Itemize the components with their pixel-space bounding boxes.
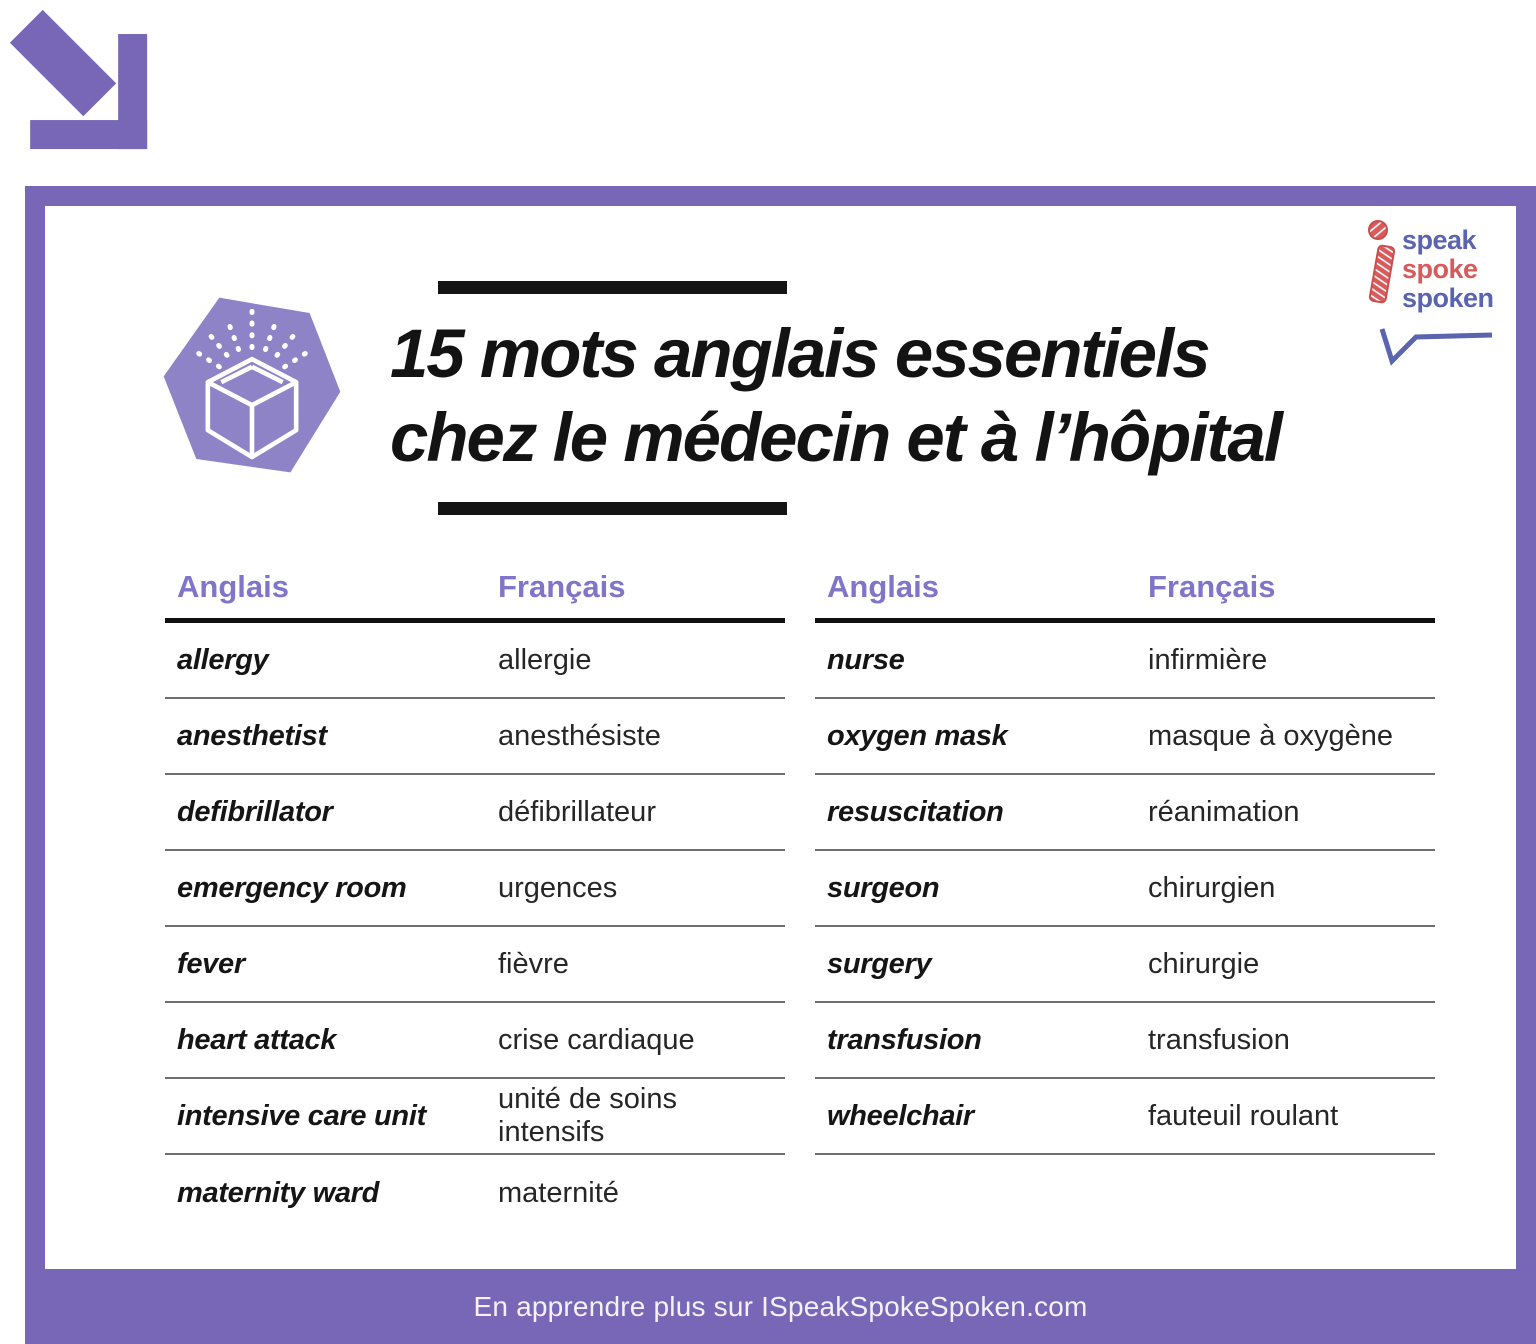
english-term: transfusion <box>827 1023 982 1056</box>
surprise-box-icon <box>156 290 348 482</box>
title-block <box>390 281 1281 515</box>
english-term: allergy <box>177 643 269 676</box>
english-term: surgeon <box>827 871 940 904</box>
english-term: nurse <box>827 643 905 676</box>
footer-text: En apprendre plus sur ISpeakSpokeSpoken.com <box>473 1290 1088 1322</box>
vocab-tables <box>165 563 1435 1231</box>
french-term: maternité <box>498 1176 619 1209</box>
title-line-1: 15 mots anglais essentiels <box>390 315 1209 392</box>
logo-word-speak: speak <box>1402 225 1477 255</box>
french-term: crise cardiaque <box>498 1023 695 1056</box>
table-header <box>815 563 1435 623</box>
table-row <box>165 1155 785 1231</box>
column-header-anglais: Anglais <box>177 569 289 604</box>
french-term: allergie <box>498 643 592 676</box>
english-term: fever <box>177 947 245 980</box>
table-row <box>165 1079 785 1155</box>
column-header-francais: Français <box>498 569 626 604</box>
table-row <box>815 623 1435 699</box>
french-term: fauteuil roulant <box>1148 1099 1339 1132</box>
english-term: defibrillator <box>177 795 333 828</box>
french-term: réanimation <box>1148 795 1300 828</box>
table-row <box>815 775 1435 851</box>
title-bar-bottom <box>438 502 787 515</box>
table-row <box>165 927 785 1003</box>
vocab-table-left <box>165 563 785 1231</box>
logo-word-spoke: spoke <box>1402 254 1478 284</box>
table-row <box>815 1079 1435 1155</box>
french-term: défibrillateur <box>498 795 656 828</box>
english-term: surgery <box>827 947 932 980</box>
logo-i-icon <box>1362 218 1402 310</box>
table-row <box>165 699 785 775</box>
page-title <box>390 312 1281 480</box>
french-term: anesthésiste <box>498 719 661 752</box>
french-term: unité de soins intensifs <box>498 1083 677 1148</box>
table-row <box>815 851 1435 927</box>
table-row <box>165 623 785 699</box>
french-term: chirurgien <box>1148 871 1276 904</box>
table-row <box>165 775 785 851</box>
table-row <box>165 851 785 927</box>
french-term: urgences <box>498 871 618 904</box>
french-term: transfusion <box>1148 1023 1290 1056</box>
french-term: infirmière <box>1148 643 1268 676</box>
table-row <box>815 927 1435 1003</box>
column-header-francais: Français <box>1148 569 1276 604</box>
arrow-down-right-icon <box>6 6 151 151</box>
title-bar-top <box>438 281 787 294</box>
column-header-anglais: Anglais <box>827 569 939 604</box>
english-term: wheelchair <box>827 1099 974 1132</box>
table-row <box>815 1003 1435 1079</box>
logo-word-spoken: spoken <box>1402 283 1494 313</box>
table-header <box>165 563 785 623</box>
english-term: maternity ward <box>177 1176 380 1209</box>
brand-logo <box>1362 218 1512 367</box>
english-term: anesthetist <box>177 719 327 752</box>
table-row <box>165 1003 785 1079</box>
english-term: resuscitation <box>827 795 1004 828</box>
logo-checkmark-icon <box>1376 325 1496 367</box>
english-term: emergency room <box>177 871 407 904</box>
french-term: fièvre <box>498 947 569 980</box>
english-term: intensive care unit <box>177 1099 426 1132</box>
title-line-2: chez le médecin et à l’hôpital <box>390 399 1281 476</box>
french-term: chirurgie <box>1148 947 1260 980</box>
footer <box>25 1269 1536 1344</box>
vocab-table-right <box>815 563 1435 1231</box>
french-term: masque à oxygène <box>1148 719 1394 752</box>
english-term: heart attack <box>177 1023 337 1056</box>
english-term: oxygen mask <box>827 719 1008 752</box>
table-row <box>815 699 1435 775</box>
